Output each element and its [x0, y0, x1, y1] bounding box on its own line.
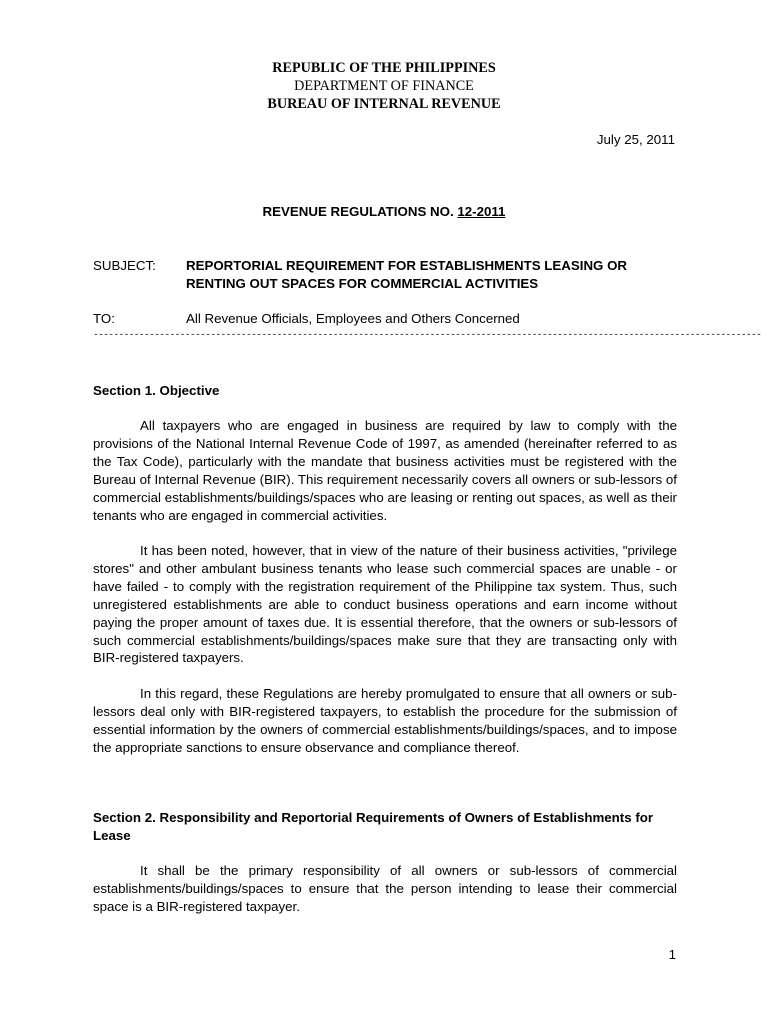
- section-1-title: Section 1. Objective: [93, 383, 220, 398]
- section-1-paragraph-2: It has been noted, however, that in view of the nature of their business activities, "privilege stores" and other ambulant business tenants who lease such commercial spaces are unable - or have failed - to comply with the registration requirement of the Philippine tax system. Thus, such unregistered establishments are able to conduct business operations and earn income without paying the proper amount of taxes due. It is essential therefore, that the owners or sub-lessors of such commercial establishments/buildings/spaces make sure that they are transacting only with BIR-registered taxpayers.: [93, 543, 677, 666]
- subject-label: SUBJECT:: [93, 258, 156, 273]
- document-date: July 25, 2011: [596, 132, 675, 147]
- to-label: TO:: [93, 311, 115, 326]
- regulation-number-value: 12-2011: [457, 204, 506, 219]
- section-2-paragraph-1: It shall be the primary responsibility of all owners or sub-lessors of commercial establishments/buildings/spaces to ensure that the person intending to lease their commercial space is a BIR-registered taxpayer.: [93, 863, 677, 914]
- dashed-divider: -----------------------------------------------------------------------------------------------------------------------------------: [93, 329, 762, 340]
- to-text: All Revenue Officials, Employees and Others Concerned: [186, 311, 520, 326]
- letterhead-republic: REPUBLIC OF THE PHILIPPINES: [272, 60, 496, 76]
- page-number: 1: [668, 947, 676, 962]
- section-2-title: Section 2. Responsibility and Reportorial Requirements of Owners of Establishments for Lease: [93, 810, 654, 843]
- section-1-paragraph-1: All taxpayers who are engaged in business are required by law to comply with the provisions of the National Internal Revenue Code of 1997, as amended (hereinafter referred to as the Tax Code), particularly with the mandate that business activities must be registered with the Bureau of Internal Revenue (BIR). This requirement necessarily covers all owners or sub-lessors of commercial establishments/buildings/spaces who are leasing or renting out spaces, as well as their tenants who are engaged in commercial activities.: [93, 418, 677, 523]
- regulation-prefix: REVENUE REGULATIONS NO.: [262, 204, 454, 219]
- section-1-paragraph-3: In this regard, these Regulations are hereby promulgated to ensure that all owners or sub-lessors deal only with BIR-registered taxpayers, to establish the procedure for the submission of essential information by the owners of commercial establishments/buildings/spaces, and to impose the appropriate sanctions to ensure observance and compliance thereof.: [93, 686, 677, 755]
- letterhead-department: DEPARTMENT OF FINANCE: [294, 78, 474, 94]
- letterhead-bureau: BUREAU OF INTERNAL REVENUE: [267, 96, 501, 112]
- regulation-number: [0, 204, 768, 219]
- subject-text: REPORTORIAL REQUIREMENT FOR ESTABLISHMENTS LEASING OR RENTING OUT SPACES FOR COMMERCIAL ACTIVITIES: [186, 258, 628, 291]
- letterhead: [0, 59, 768, 113]
